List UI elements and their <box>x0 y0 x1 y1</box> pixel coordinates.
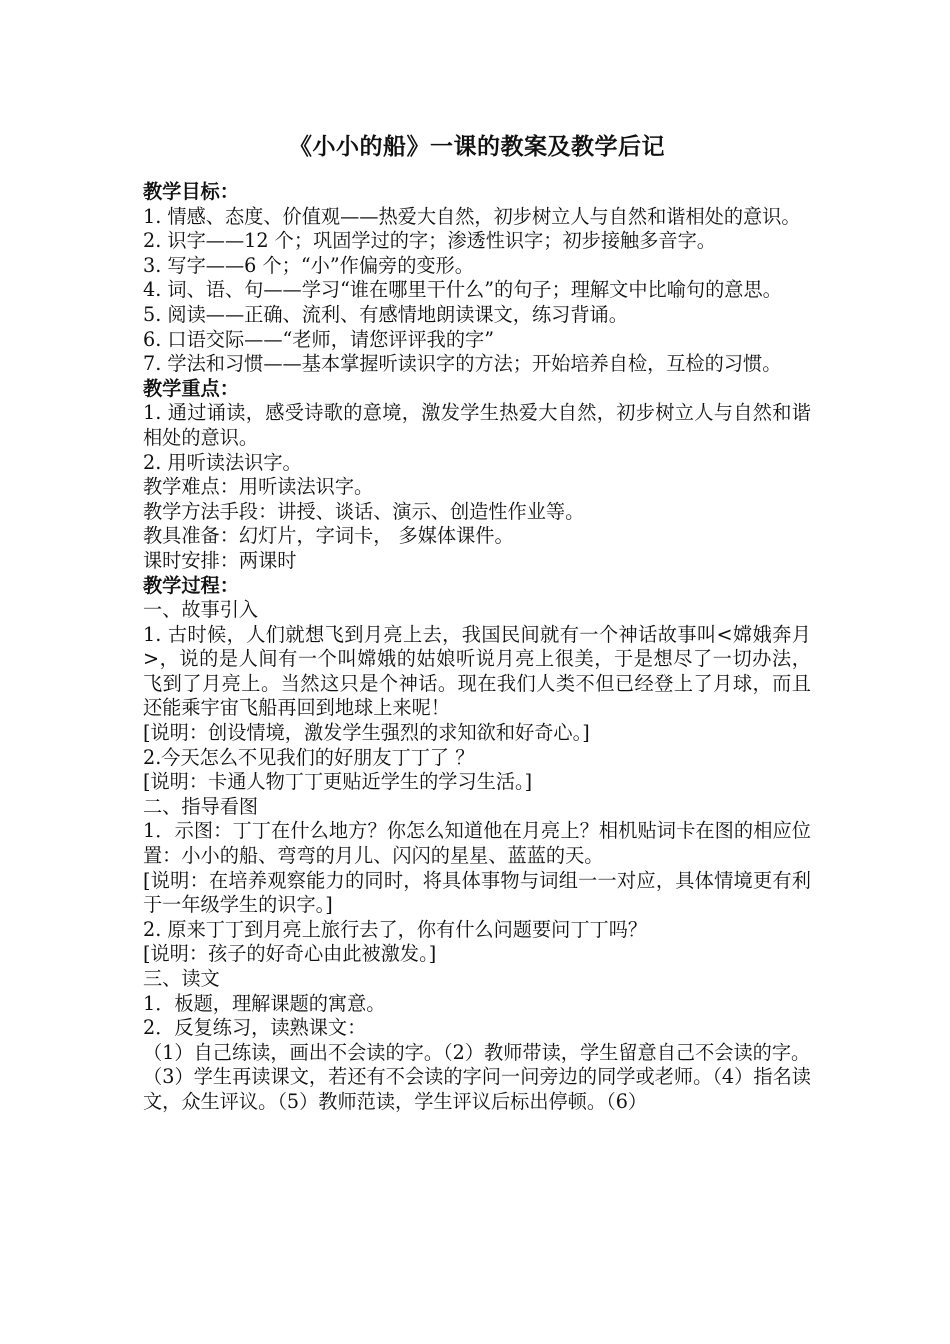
paragraph: 1．示图：丁丁在什么地方？你怎么知道他在月亮上？相机贴词卡在图的相应位置：小小的船、弯弯的月儿、闪闪的星星、蓝蓝的天。 <box>143 819 811 868</box>
document-page <box>143 130 811 1115</box>
paragraph: 1. 通过诵读，感受诗歌的意境，激发学生热爱大自然，初步树立人与自然和谐相处的意识。 <box>143 401 811 449</box>
paragraph: 教具准备：幻灯片，字词卡， 多媒体课件。 <box>143 524 514 548</box>
paragraph: 4. 词、语、句——学习“谁在哪里干什么”的句子；理解文中比喻句的意思。 <box>143 278 782 302</box>
paragraph: 1．板题，理解课题的寓意。 <box>143 991 386 1015</box>
paragraph: 1. 情感、态度、价值观——热爱大自然，初步树立人与自然和谐相处的意识。 <box>143 204 801 228</box>
paragraph: （3）学生再读课文，若还有不会读的字问一问旁边的同学或老师。（4）指名读文，众生评议。（5）教师范读，学生评议后标出停顿。（6） <box>143 1065 811 1113</box>
paragraph: 课时安排：两课时 <box>143 548 297 572</box>
paragraph: （1）自己练读，画出不会读的字。（2）教师带读，学生留意自己不会读的字。 <box>143 1040 811 1064</box>
section-heading: 教学目标： <box>143 180 239 203</box>
paragraph: 二、指导看图 <box>143 794 259 818</box>
section-heading: 教学重点： <box>143 376 239 400</box>
paragraph: 2. 识字——12 个；巩固学过的字；渗透性识字；初步接触多音字。 <box>143 229 716 253</box>
document-title: 《小小的船》一课的教案及教学后记 <box>289 133 665 160</box>
paragraph: [说明：在培养观察能力的同时，将具体事物与词组一一对应，具体情境更有利于一年级学生的识字。] <box>143 868 811 917</box>
paragraph: [说明：卡通人物丁丁更贴近学生的学习生活。] <box>143 770 533 794</box>
paragraph: 三、读文 <box>143 967 220 990</box>
paragraph: [说明：创设情境，激发学生强烈的求知欲和好奇心。] <box>143 721 590 745</box>
paragraph: [说明：孩子的好奇心由此被激发。] <box>143 942 437 966</box>
paragraph: 3. 写字——6 个；“小”作偏旁的变形。 <box>143 253 474 277</box>
section-heading: 教学过程： <box>143 573 239 597</box>
paragraph: 1. 古时候，人们就想飞到月亮上去，我国民间就有一个神话故事叫<嫦娥奔月>，说的是人间有一个叫嫦娥的姑娘听说月亮上很美，于是想尽了一切办法，飞到了月亮上。当然这只是个神话。现在我们人类不但已经登上了月球，而且还能乘宇宙飞船再回到地球上来呢！ <box>143 622 811 720</box>
paragraph: 教学方法手段：讲授、谈话、演示、创造性作业等。 <box>143 499 585 523</box>
paragraph: 2. 原来丁丁到月亮上旅行去了，你有什么问题要问丁丁吗？ <box>143 917 648 941</box>
paragraph: 6. 口语交际——“老师，请您评评我的字” <box>143 327 495 351</box>
paragraph: 教学难点：用听读法识字。 <box>143 475 374 499</box>
paragraph: 一、故事引入 <box>143 598 259 622</box>
paragraph: 2．反复练习，读熟课文： <box>143 1016 367 1040</box>
paragraph: 5. 阅读——正确、流利、有感情地朗读课文，练习背诵。 <box>143 302 628 326</box>
document-body <box>143 180 811 1115</box>
paragraph: 2. 用听读法识字。 <box>143 450 302 474</box>
paragraph: 2.今天怎么不见我们的好朋友丁丁了 ？ <box>143 745 475 769</box>
paragraph: 7. 学法和习惯——基本掌握听读识字的方法；开始培养自检，互检的习惯。 <box>143 352 782 376</box>
